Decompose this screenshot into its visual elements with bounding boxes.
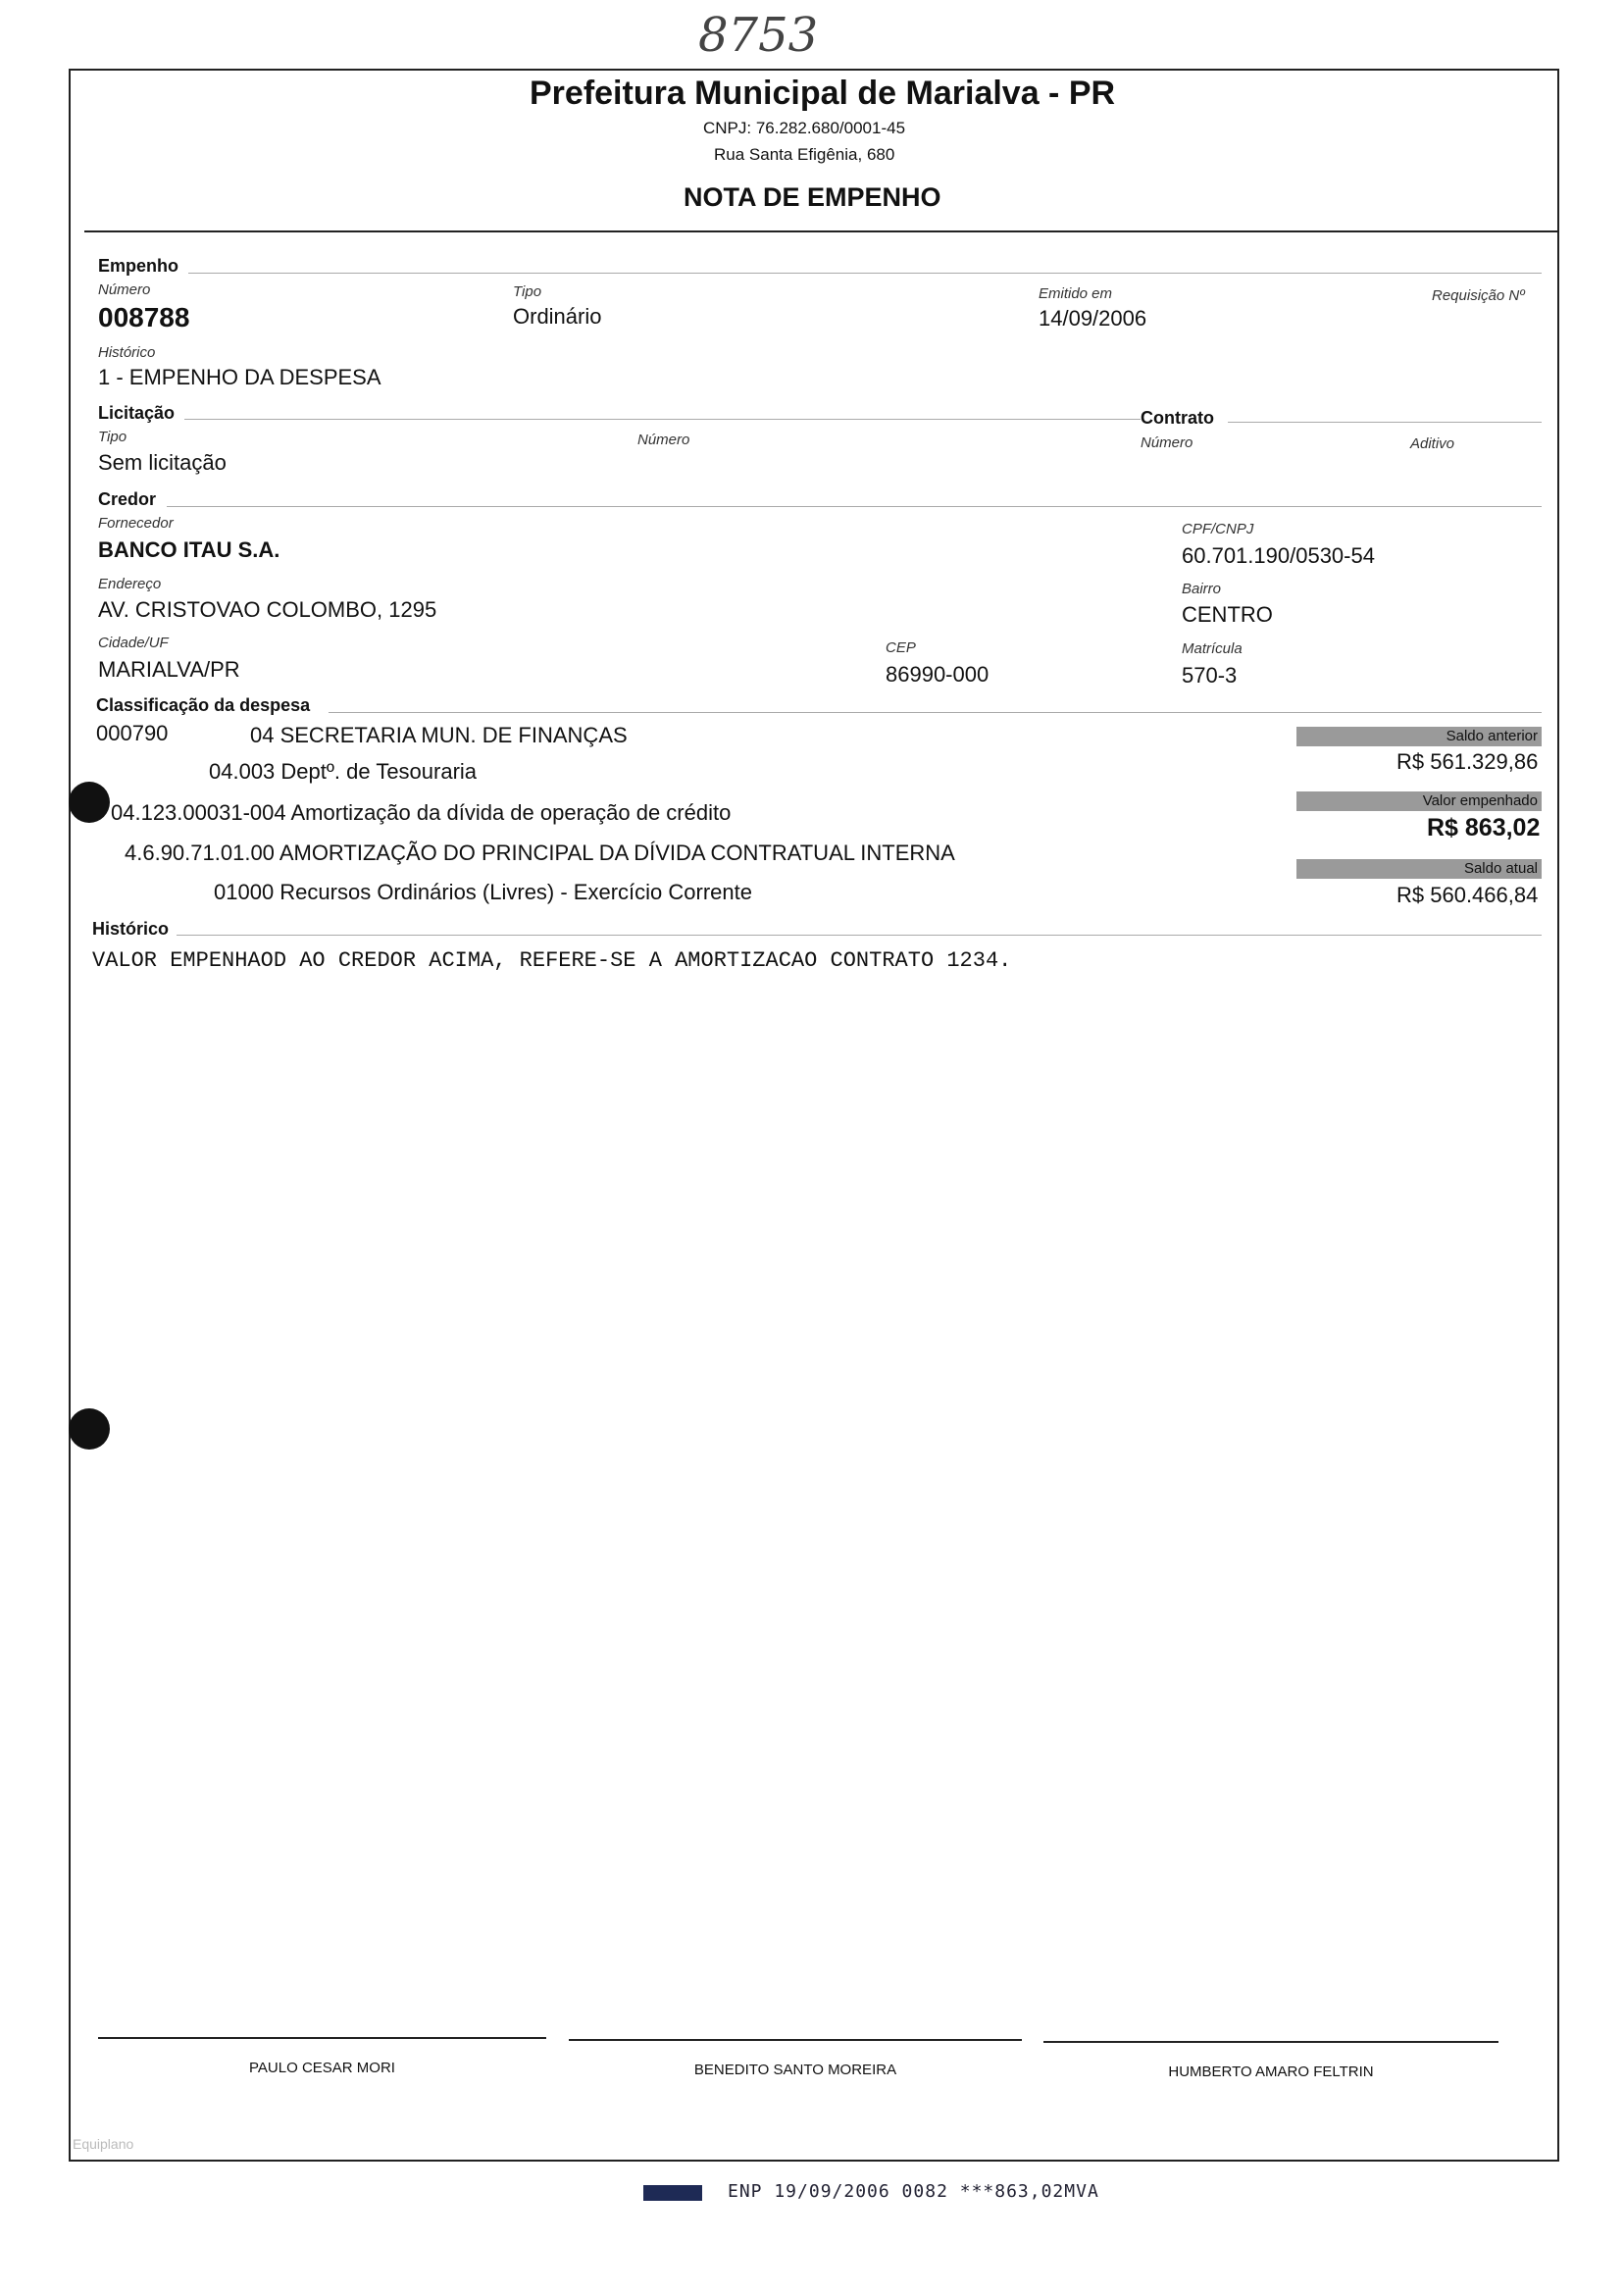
saldo-anterior-value: R$ 561.329,86 xyxy=(1396,749,1539,774)
contrato-aditivo-label: Aditivo xyxy=(1410,435,1455,452)
signature-name-2: BENEDITO SANTO MOREIRA xyxy=(693,2062,897,2078)
classificacao-orgao: 04 SECRETARIA MUN. DE FINANÇAS xyxy=(250,723,628,747)
historico-section-title: Histórico xyxy=(92,919,170,939)
classificacao-unidade: 04.003 Deptº. de Tesouraria xyxy=(209,759,478,784)
document-title: NOTA DE EMPENHO xyxy=(684,182,941,212)
valor-empenhado-value: R$ 863,02 xyxy=(1427,814,1541,841)
endereco-label: Endereço xyxy=(98,576,162,592)
saldo-atual-value: R$ 560.466,84 xyxy=(1396,883,1539,907)
contrato-rule xyxy=(1228,422,1542,423)
cidade-label: Cidade/UF xyxy=(98,635,169,651)
empenho-section-title: Empenho xyxy=(98,256,179,276)
valor-empenhado-label: Valor empenhado xyxy=(1296,791,1542,811)
licitacao-tipo-label: Tipo xyxy=(98,429,127,445)
matricula-value: 570-3 xyxy=(1182,663,1238,688)
credor-rule xyxy=(167,506,1542,507)
empenho-historico: 1 - EMPENHO DA DESPESA xyxy=(98,365,381,389)
empenho-tipo: Ordinário xyxy=(513,304,602,329)
licitacao-rule xyxy=(184,419,1141,420)
classificacao-elemento: 4.6.90.71.01.00 AMORTIZAÇÃO DO PRINCIPAL DA DÍVIDA CONTRATUAL INTERNA xyxy=(125,841,955,865)
empenho-rule xyxy=(188,273,1542,274)
empenho-tipo-label: Tipo xyxy=(513,283,542,300)
address-text: Rua Santa Efigênia, 680 xyxy=(714,145,895,164)
contrato-numero-label: Número xyxy=(1141,434,1193,451)
empenho-numero: 008788 xyxy=(98,302,190,332)
empenho-historico-label: Histórico xyxy=(98,344,156,361)
classificacao-recurso: 01000 Recursos Ordinários (Livres) - Exercício Corrente xyxy=(214,880,752,904)
cep-value: 86990-000 xyxy=(886,662,990,687)
classificacao-section-title: Classificação da despesa xyxy=(96,695,311,715)
cpf-cnpj-value: 60.701.190/0530-54 xyxy=(1182,543,1375,568)
matricula-label: Matrícula xyxy=(1182,640,1243,657)
cnpj-text: CNPJ: 76.282.680/0001-45 xyxy=(703,119,906,137)
licitacao-numero-label: Número xyxy=(637,432,690,448)
cpf-cnpj-label: CPF/CNPJ xyxy=(1182,521,1254,537)
bairro-value: CENTRO xyxy=(1182,602,1273,627)
endereco-value: AV. CRISTOVAO COLOMBO, 1295 xyxy=(98,597,437,622)
emitido-label: Emitido em xyxy=(1039,285,1113,302)
bairro-label: Bairro xyxy=(1182,581,1222,597)
fornecedor-name: BANCO ITAU S.A. xyxy=(98,537,280,562)
licitacao-tipo: Sem licitação xyxy=(98,450,227,475)
contrato-section-title: Contrato xyxy=(1141,408,1214,428)
requisicao-label: Requisição Nº xyxy=(1432,287,1525,304)
signature-line-1 xyxy=(98,2037,546,2039)
bottom-stamp: ENP 19/09/2006 0082 ***863,02MVA xyxy=(728,2181,1099,2202)
saldo-atual-label: Saldo atual xyxy=(1296,859,1542,879)
cidade-value: MARIALVA/PR xyxy=(98,657,240,682)
header-separator xyxy=(84,230,1557,232)
punch-hole-top xyxy=(69,782,110,823)
classificacao-code: 000790 xyxy=(96,721,169,745)
page-title: Prefeitura Municipal de Marialva - PR xyxy=(530,75,1116,112)
empenho-numero-label: Número xyxy=(98,281,151,298)
handwritten-number: 8753 xyxy=(698,8,819,63)
punch-hole-bottom xyxy=(69,1408,110,1450)
cep-label: CEP xyxy=(886,639,916,656)
footer-brand: Equiplano xyxy=(73,2136,134,2152)
stamp-logo xyxy=(643,2185,702,2201)
historico-rule xyxy=(177,935,1542,936)
historico-text: VALOR EMPENHAOD AO CREDOR ACIMA, REFERE-SE A AMORTIZACAO CONTRATO 1234. xyxy=(92,948,1012,973)
classificacao-funcional: 04.123.00031-004 Amortização da dívida de operação de crédito xyxy=(111,800,732,825)
signature-name-1: PAULO CESAR MORI xyxy=(249,2060,395,2076)
signature-name-3: HUMBERTO AMARO FELTRIN xyxy=(1168,2064,1374,2080)
signature-line-2 xyxy=(569,2039,1022,2041)
fornecedor-label: Fornecedor xyxy=(98,515,174,532)
saldo-anterior-label: Saldo anterior xyxy=(1296,727,1542,746)
credor-section-title: Credor xyxy=(98,489,157,509)
signature-line-3 xyxy=(1043,2041,1498,2043)
licitacao-section-title: Licitação xyxy=(98,403,176,423)
emitido-date: 14/09/2006 xyxy=(1039,306,1147,331)
classificacao-rule xyxy=(329,712,1542,713)
